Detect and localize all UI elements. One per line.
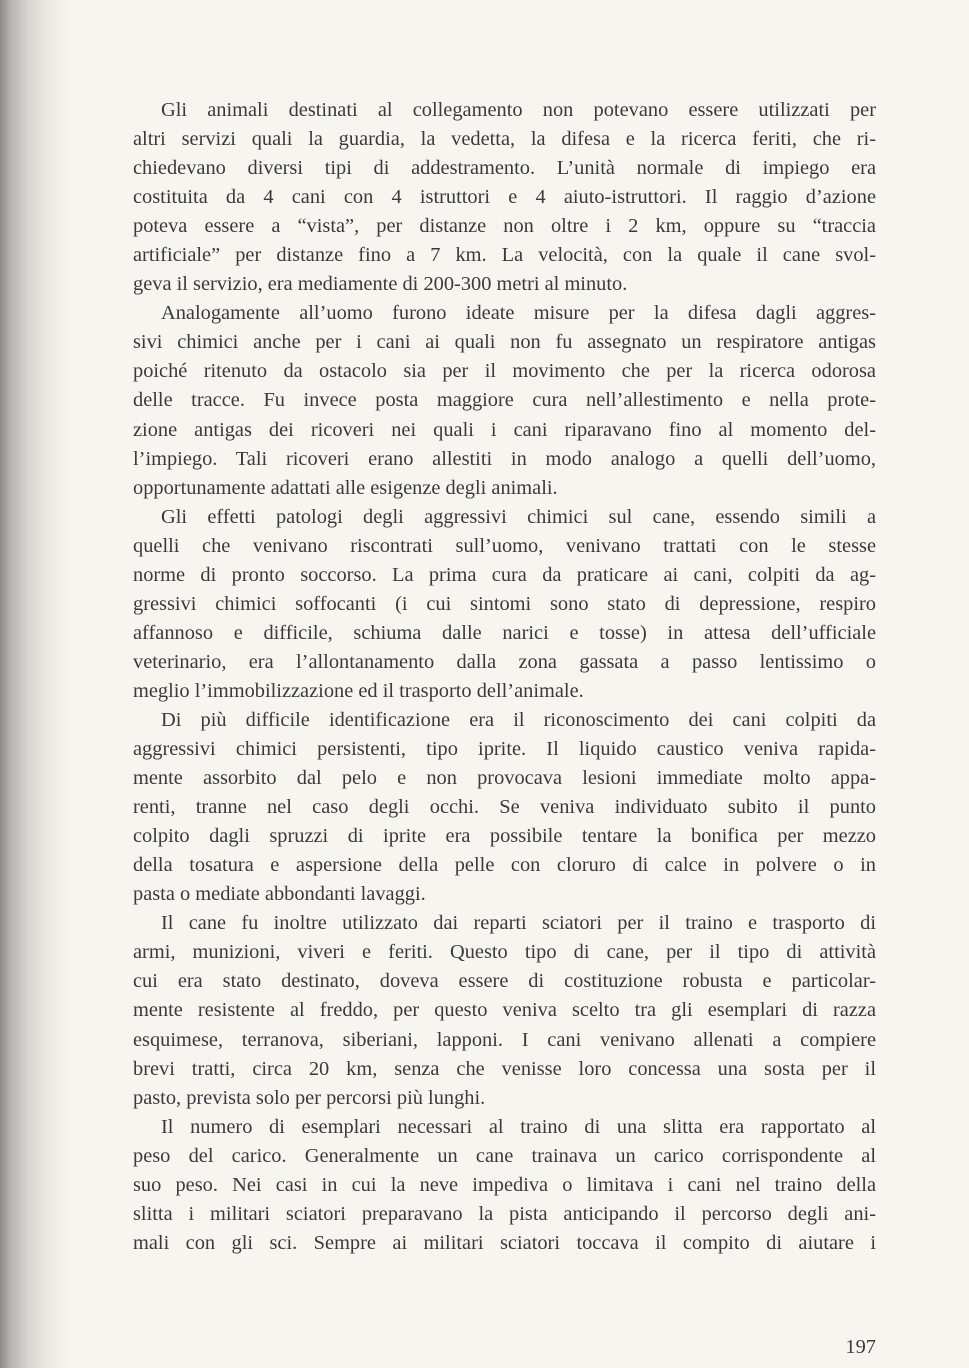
text-line: costituita da 4 cani con 4 istruttori e 4 aiuto-istruttori. Il raggio d’azione [133, 186, 876, 209]
text-line: chiedevano diversi tipi di addestramento. L’unità normale di impiego era [133, 157, 876, 180]
text-line: meglio l’immobilizzazione ed il trasporto dell’animale. [133, 679, 584, 702]
paragraph [133, 96, 876, 299]
text-line: poteva essere a “vista”, per distanze non oltre i 2 km, oppure su “traccia [133, 215, 876, 238]
text-line: zione antigas dei ricoveri nei quali i cani riparavano fino al momento del- [133, 418, 876, 441]
text-line: della tosatura e aspersione della pelle con cloruro di calce in polvere o in [133, 854, 876, 877]
text-line: slitta i militari sciatori preparavano la pista anticipando il percorso degli ani- [133, 1202, 876, 1225]
text-line: opportunamente adattati alle esigenze degli animali. [133, 476, 558, 499]
text-line: pasta o mediate abbondanti lavaggi. [133, 883, 426, 906]
binding-shadow [0, 0, 70, 1368]
text-line: geva il servizio, era mediamente di 200-300 metri al minuto. [133, 273, 628, 296]
text-line: poiché ritenuto da ostacolo sia per il movimento che per la ricerca odorosa [133, 360, 876, 383]
text-line: gressivi chimici soffocanti (i cui sintomi sono stato di depressione, respiro [133, 592, 876, 615]
text-line: delle tracce. Fu invece posta maggiore cura nell’allestimento e nella prote- [133, 389, 876, 412]
text-line: affannoso e difficile, schiuma dalle narici e tosse) in attesa dell’ufficiale [133, 621, 876, 644]
text-line: Analogamente all’uomo furono ideate misure per la difesa dagli aggres- [161, 302, 876, 325]
paragraph [133, 909, 876, 1112]
text-line: mente resistente al freddo, per questo veniva scelto tra gli esemplari di razza [133, 999, 876, 1022]
text-line: peso del carico. Generalmente un cane trainava un carico corrispondente al [133, 1144, 876, 1167]
text-line: norme di pronto soccorso. La prima cura da praticare ai cani, colpiti da ag- [133, 563, 876, 586]
text-line: brevi tratti, circa 20 km, senza che venisse loro concessa una sosta per il [133, 1057, 876, 1080]
text-line: suo peso. Nei casi in cui la neve impediva o limitava i cani nel traino della [133, 1173, 876, 1196]
text-line: mali con gli sci. Sempre ai militari sciatori toccava il compito di aiutare i [133, 1231, 876, 1254]
text-line: aggressivi chimici persistenti, tipo iprite. Il liquido caustico veniva rapida- [133, 738, 876, 761]
text-line: veterinario, era l’allontanamento dalla zona gassata a passo lentissimo o [133, 650, 876, 673]
text-line: Il cane fu inoltre utilizzato dai reparti sciatori per il traino e trasporto di [161, 912, 876, 935]
paragraph [133, 1113, 876, 1258]
text-line: armi, munizioni, viveri e feriti. Questo tipo di cane, per il tipo di attività [133, 941, 876, 964]
text-line: renti, tranne nel caso degli occhi. Se veniva individuato subito il punto [133, 796, 876, 819]
text-line: artificiale” per distanze fino a 7 km. La velocità, con la quale il cane svol- [133, 244, 876, 267]
text-line: Il numero di esemplari necessari al traino di una slitta era rapportato al [161, 1115, 876, 1138]
text-line: Gli effetti patologi degli aggressivi chimici sul cane, essendo simili a [161, 505, 876, 528]
paragraph [133, 299, 876, 502]
text-line: pasto, prevista solo per percorsi più lunghi. [133, 1086, 486, 1109]
page-number: 197 [845, 1336, 876, 1358]
paragraph [133, 503, 876, 706]
paragraph [133, 706, 876, 909]
text-line: Di più difficile identificazione era il riconoscimento dei cani colpiti da [161, 708, 876, 731]
text-line: Gli animali destinati al collegamento non potevano essere utilizzati per [161, 99, 876, 121]
text-line: altri servizi quali la guardia, la vedetta, la difesa e la ricerca feriti, che ri- [133, 128, 876, 151]
text-line: esquimese, terranova, siberiani, lapponi. I cani venivano allenati a compiere [133, 1028, 876, 1051]
text-line: l’impiego. Tali ricoveri erano allestiti in modo analogo a quelli dell’uomo, [133, 447, 876, 470]
text-line: sivi chimici anche per i cani ai quali non fu assegnato un respiratore antigas [133, 331, 876, 354]
body-text [133, 96, 876, 1258]
text-line: quelli che venivano riscontrati sull’uomo, venivano trattati con le stesse [133, 534, 876, 557]
text-line: colpito dagli spruzzi di iprite era possibile tentare la bonifica per mezzo [133, 825, 876, 848]
text-line: cui era stato destinato, doveva essere di costituzione robusta e particolar- [133, 970, 876, 993]
text-line: mente assorbito dal pelo e non provocava lesioni immediate molto appa- [133, 767, 876, 790]
